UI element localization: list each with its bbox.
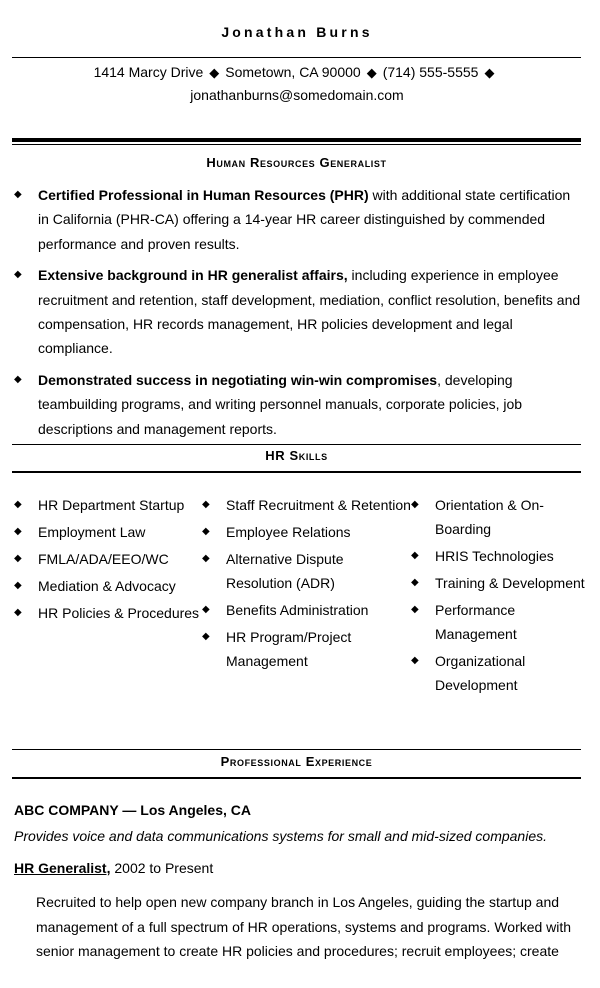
experience-heading: Professional Experience [220,754,373,769]
list-item [411,544,591,568]
list-item [411,598,591,646]
list-item [14,520,202,544]
diamond-bullet-icon: ◆ [14,499,22,510]
diamond-bullet-icon: ◆ [411,499,419,510]
skill-label: HRIS Technologies [435,548,554,564]
city: Sometown, CA 90000 [225,64,361,80]
skill-label: HR Program/Project Management [226,629,352,669]
skill-label: FMLA/ADA/EEO/WC [38,551,169,567]
experience-divider-top [12,749,581,750]
candidate-name: Jonathan Burns [221,24,373,40]
list-item [14,547,202,571]
diamond-bullet-icon: ◆ [411,577,419,588]
header-divider [12,57,581,58]
company-description: Provides voice and data communications systems for small and mid-sized companies. [14,828,548,844]
skill-label: Staff Recruitment & Retention [226,497,411,513]
skill-label: Mediation & Advocacy [38,578,176,594]
diamond-separator-icon: ◆ [209,65,220,80]
company-name: ABC COMPANY — Los Angeles, CA [14,802,251,818]
list-item [202,598,411,622]
diamond-separator-icon: ◆ [484,65,495,80]
list-item [202,547,411,595]
skill-label: Organizational Development [435,653,526,693]
list-item [14,493,202,517]
thick-divider-top [12,138,581,142]
thin-divider-top [12,144,581,145]
phone: (714) 555-5555 [382,64,479,80]
diamond-bullet-icon: ◆ [14,189,22,200]
diamond-bullet-icon: ◆ [202,631,210,642]
diamond-bullet-icon: ◆ [14,607,22,618]
skill-label: Performance Management [435,602,517,642]
email: jonathanburns@somedomain.com [190,87,404,103]
summary-highlight: Extensive background in HR generalist affairs, [38,267,348,284]
diamond-bullet-icon: ◆ [14,526,22,537]
list-item [202,520,411,544]
role-line [14,860,213,876]
skill-label: HR Department Startup [38,497,185,513]
diamond-bullet-icon: ◆ [411,604,419,615]
list-item [411,493,591,541]
skill-label: Benefits Administration [226,602,369,618]
skill-label: HR Policies & Procedures [38,605,200,621]
contact-line [0,64,594,81]
diamond-bullet-icon: ◆ [411,655,419,666]
summary-text: , developing teambuilding programs, and writing personnel manuals, corporate policies, job descriptions and management reports. [38,372,523,437]
diamond-bullet-icon: ◆ [14,374,22,386]
list-item [14,368,584,441]
skill-label: Orientation & On-Boarding [435,497,544,537]
skill-label: Alternative Dispute Resolution (ADR) [226,551,344,591]
skill-label: Employee Relations [226,524,351,540]
skills-grid [14,493,594,700]
diamond-bullet-icon: ◆ [202,604,210,615]
diamond-bullet-icon: ◆ [202,526,210,537]
diamond-separator-icon: ◆ [366,65,377,80]
skills-divider-bottom [12,471,581,473]
list-item [14,263,584,360]
diamond-bullet-icon: ◆ [14,269,22,281]
skill-label: Employment Law [38,524,146,540]
list-item [411,571,591,595]
skills-column-2 [202,493,411,700]
summary-list [14,183,584,448]
skills-heading: HR Skills [265,448,328,463]
summary-highlight: Certified Professional in Human Resources (PHR) [38,187,369,203]
list-item [14,601,202,625]
list-item [202,493,411,517]
experience-divider-bottom [12,777,581,779]
summary-heading: Human Resources Generalist [206,155,387,170]
summary-highlight: Demonstrated success in negotiating win-win compromises [38,372,438,389]
list-item [202,625,411,673]
diamond-bullet-icon: ◆ [14,553,22,564]
summary-text: with additional state certification in California (PHR-CA) offering a 14-year HR career distinguished by commended performance and proven results. [38,187,571,252]
diamond-bullet-icon: ◆ [14,580,22,591]
list-item [14,183,584,256]
skills-column-3 [411,493,591,700]
skill-label: Training & Development [435,575,585,591]
skills-column-1 [14,493,202,700]
summary-text: including experience in employee recruitment and retention, staff development, mediation, conflict resolution, benefits and compensation, HR records management, HR policies development and legal compliance. [38,267,581,357]
list-item [411,649,591,697]
diamond-bullet-icon: ◆ [202,553,210,564]
role-title: HR Generalist, [14,860,111,876]
role-description: Recruited to help open new company branch in Los Angeles, guiding the startup and management of a full spectrum of HR operations, systems and programs. Worked with senior management to create HR policies and procedures; recruit employees; create [36,894,572,959]
list-item [14,574,202,598]
diamond-bullet-icon: ◆ [411,550,419,561]
skills-divider-top [12,444,581,445]
address: 1414 Marcy Drive [93,64,204,80]
role-dates: 2002 to Present [110,860,214,876]
diamond-bullet-icon: ◆ [202,499,210,510]
